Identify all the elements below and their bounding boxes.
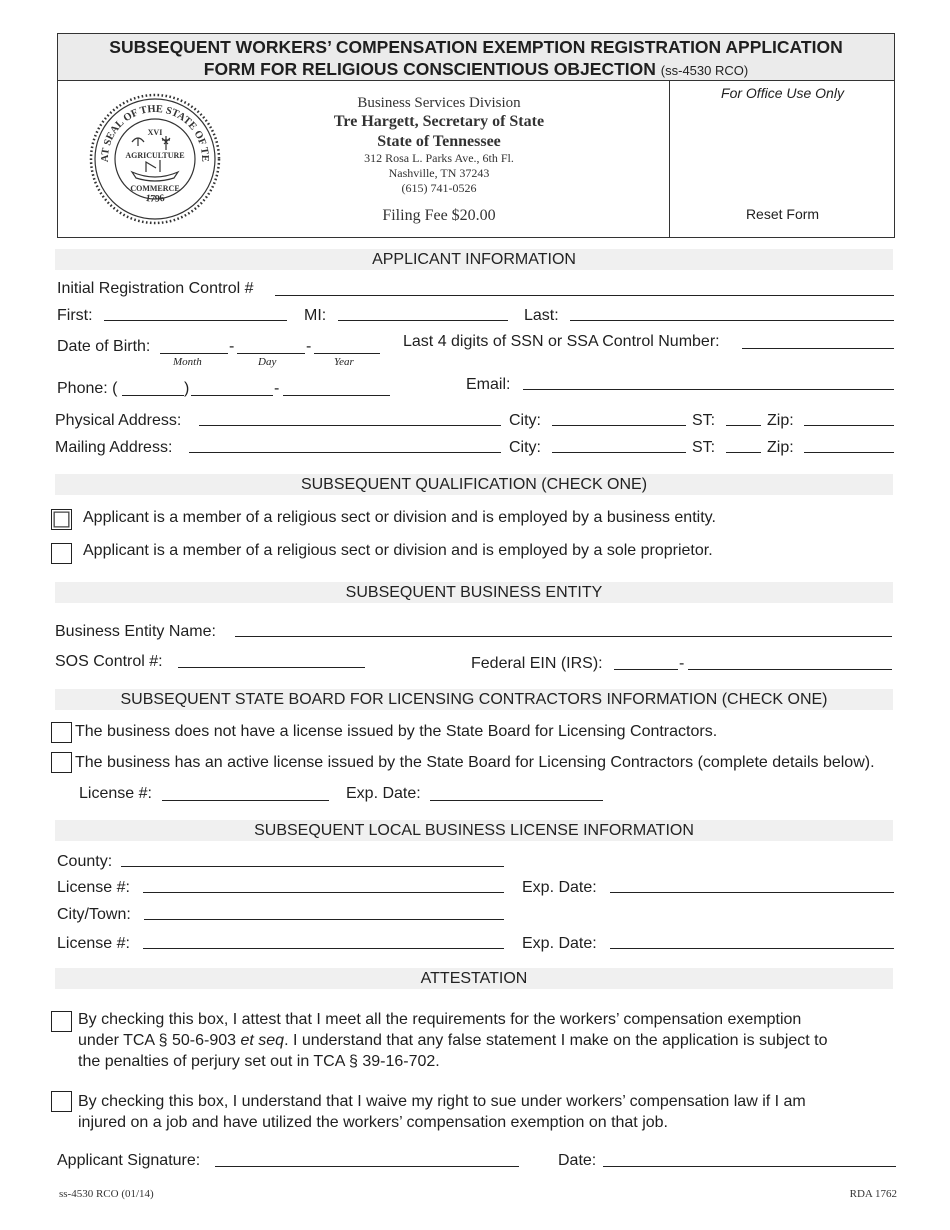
dob-separator-2: - — [306, 338, 312, 355]
seal-agriculture-text: AGRICULTURE — [125, 151, 185, 160]
dob-month-caption: Month — [173, 356, 202, 368]
state-name: State of Tennessee — [377, 133, 501, 150]
svg-text:1796 — [145, 193, 166, 205]
contractor-license-number-label: License #: — [79, 785, 152, 802]
footer-rda-number: RDA 1762 — [849, 1188, 897, 1200]
mailing-address-label: Mailing Address: — [55, 439, 173, 456]
agency-block — [300, 94, 578, 226]
qualification-business-entity-checkbox[interactable] — [51, 509, 72, 530]
mailing-zip-field[interactable] — [804, 452, 894, 453]
city-town-label: City/Town: — [57, 906, 131, 923]
dob-separator-1: - — [229, 338, 235, 355]
middle-initial-label: MI: — [304, 307, 327, 324]
first-name-field[interactable] — [104, 320, 287, 321]
initial-registration-label: Initial Registration Control # — [57, 280, 254, 297]
federal-ein-label: Federal EIN (IRS): — [471, 655, 603, 672]
qualification-business-entity-label: Applicant is a member of a religious sect or division and is employed by a business entity. — [83, 509, 716, 526]
filing-fee: Filing Fee $20.00 — [382, 207, 496, 224]
attestation-requirements-checkbox[interactable] — [51, 1011, 72, 1032]
initial-registration-field[interactable] — [275, 295, 894, 296]
sos-control-field[interactable] — [178, 667, 365, 668]
county-field[interactable] — [121, 866, 504, 867]
physical-zip-field[interactable] — [804, 425, 894, 426]
contractor-exp-date-label: Exp. Date: — [346, 785, 421, 802]
attestation-waiver-text — [78, 1091, 898, 1133]
form-title — [57, 33, 895, 81]
federal-ein-field[interactable] — [688, 669, 892, 670]
physical-state-label: ST: — [692, 412, 716, 429]
mailing-address-field[interactable] — [189, 452, 501, 453]
title-line-2 — [58, 58, 894, 82]
sos-control-label: SOS Control #: — [55, 653, 163, 670]
ssn-label: Last 4 digits of SSN or SSA Control Number: — [403, 333, 720, 350]
county-license-number-label: License #: — [57, 879, 130, 896]
seal-outer-text: AT SEAL OF THE STATE OF TE — [99, 103, 211, 163]
attestation-1-line-2a: under TCA § 50-6-903 — [78, 1032, 241, 1049]
signature-date-label: Date: — [558, 1152, 597, 1169]
county-license-number-field[interactable] — [143, 892, 504, 893]
phone-line-field[interactable] — [283, 395, 390, 396]
agency-address-2: Nashville, TN 37243 — [388, 166, 490, 180]
attestation-1-line-1: By checking this box, I attest that I meet all the requirements for the workers’ compensation exemption — [78, 1011, 802, 1028]
phone-prefix-field[interactable] — [191, 395, 273, 396]
dob-label: Date of Birth: — [57, 338, 151, 355]
attestation-1-et-seq: et seq — [240, 1032, 285, 1049]
attestation-2-line-2: injured on a job and have utilized the workers’ compensation exemption on that job. — [78, 1114, 668, 1131]
qualification-sole-proprietor-checkbox[interactable] — [51, 543, 72, 564]
section-qualification: SUBSEQUENT QUALIFICATION (CHECK ONE) — [55, 474, 893, 495]
attestation-2-line-1: By checking this box, I understand that I waive my right to sue under workers’ compensation law if I am — [78, 1093, 806, 1110]
dob-day-field[interactable] — [237, 353, 305, 354]
business-entity-name-field[interactable] — [235, 636, 892, 637]
contractor-active-license-label: The business has an active license issued by the State Board for Licensing Contractors (complete details below). — [75, 754, 875, 771]
attestation-requirements-text — [78, 1009, 898, 1072]
title-line-2-text: FORM FOR RELIGIOUS CONSCIENTIOUS OBJECTION — [203, 59, 656, 79]
first-name-label: First: — [57, 307, 93, 324]
seal-roman-text: XVI — [147, 128, 163, 137]
city-exp-date-field[interactable] — [610, 948, 894, 949]
seal-commerce-text: COMMERCE — [130, 184, 180, 193]
city-license-number-label: License #: — [57, 935, 130, 952]
contractor-active-license-checkbox[interactable] — [51, 752, 72, 773]
physical-state-field[interactable] — [726, 425, 761, 426]
signature-label: Applicant Signature: — [57, 1152, 201, 1169]
email-label: Email: — [466, 376, 511, 393]
mailing-state-field[interactable] — [726, 452, 761, 453]
last-name-label: Last: — [524, 307, 559, 324]
email-field[interactable] — [523, 389, 894, 390]
section-attestation: ATTESTATION — [55, 968, 893, 989]
mailing-city-label: City: — [509, 439, 541, 456]
agency-address-1: 312 Rosa L. Parks Ave., 6th Fl. — [364, 151, 514, 165]
dob-year-field[interactable] — [314, 353, 380, 354]
physical-zip-label: Zip: — [767, 412, 794, 429]
qualification-sole-proprietor-label: Applicant is a member of a religious sect or division and is employed by a sole proprietor. — [83, 542, 713, 559]
section-contractors-board: SUBSEQUENT STATE BOARD FOR LICENSING CONTRACTORS INFORMATION (CHECK ONE) — [55, 689, 893, 710]
division-name: Business Services Division — [357, 95, 521, 111]
signature-date-field[interactable] — [603, 1166, 896, 1167]
physical-city-label: City: — [509, 412, 541, 429]
title-line-1: SUBSEQUENT WORKERS’ COMPENSATION EXEMPTION REGISTRATION APPLICATION — [109, 37, 843, 57]
city-license-number-field[interactable] — [143, 948, 504, 949]
contractor-license-number-field[interactable] — [162, 800, 329, 801]
federal-ein-separator: - — [679, 655, 685, 672]
mailing-zip-label: Zip: — [767, 439, 794, 456]
agency-phone: (615) 741-0526 — [401, 181, 477, 195]
section-applicant-information: APPLICANT INFORMATION — [55, 249, 893, 270]
physical-city-field[interactable] — [552, 425, 686, 426]
contractor-no-license-label: The business does not have a license issued by the State Board for Licensing Contractors. — [75, 723, 718, 740]
section-local-business-license: SUBSEQUENT LOCAL BUSINESS LICENSE INFORMATION — [55, 820, 893, 841]
dob-year-caption: Year — [334, 356, 354, 368]
dob-day-caption: Day — [258, 356, 277, 368]
dob-month-field[interactable] — [160, 353, 228, 354]
ssn-field[interactable] — [742, 348, 894, 349]
section-business-entity: SUBSEQUENT BUSINESS ENTITY — [55, 582, 893, 603]
business-entity-name-label: Business Entity Name: — [55, 623, 216, 640]
attestation-1-line-3: the penalties of perjury set out in TCA § 39-16-702. — [78, 1053, 440, 1070]
office-use-label: For Office Use Only — [721, 85, 844, 101]
signature-field[interactable] — [215, 1166, 519, 1167]
phone-area-code-field[interactable] — [122, 395, 184, 396]
mailing-state-label: ST: — [692, 439, 716, 456]
phone-separator: - — [274, 380, 280, 397]
city-town-field[interactable] — [144, 919, 504, 920]
contractor-exp-date-field[interactable] — [430, 800, 603, 801]
secretary-name: Tre Hargett, Secretary of State — [333, 113, 545, 130]
physical-address-field[interactable] — [199, 425, 501, 426]
attestation-1-line-2 — [78, 1030, 898, 1051]
contractor-no-license-checkbox[interactable] — [51, 722, 72, 743]
form-code: (ss-4530 RCO) — [660, 63, 749, 78]
physical-address-label: Physical Address: — [55, 412, 182, 429]
county-exp-date-field[interactable] — [610, 892, 894, 893]
mailing-city-field[interactable] — [552, 452, 686, 453]
attestation-1-line-2b: . I understand that any false statement I make on the application is subject to — [284, 1032, 828, 1049]
reset-form-button[interactable]: Reset Form — [745, 206, 820, 222]
last-name-field[interactable] — [570, 320, 894, 321]
middle-initial-field[interactable] — [338, 320, 508, 321]
phone-label: Phone: ( — [57, 380, 118, 397]
county-exp-date-label: Exp. Date: — [522, 879, 597, 896]
footer-form-number: ss-4530 RCO (01/14) — [59, 1188, 154, 1200]
county-label: County: — [57, 853, 113, 870]
tennessee-state-seal-icon — [88, 92, 222, 226]
phone-close-paren: ) — [184, 380, 190, 397]
seal-year-text: 1796 — [144, 192, 166, 205]
attestation-waiver-checkbox[interactable] — [51, 1091, 72, 1112]
city-exp-date-label: Exp. Date: — [522, 935, 597, 952]
federal-ein-prefix-field[interactable] — [614, 669, 678, 670]
